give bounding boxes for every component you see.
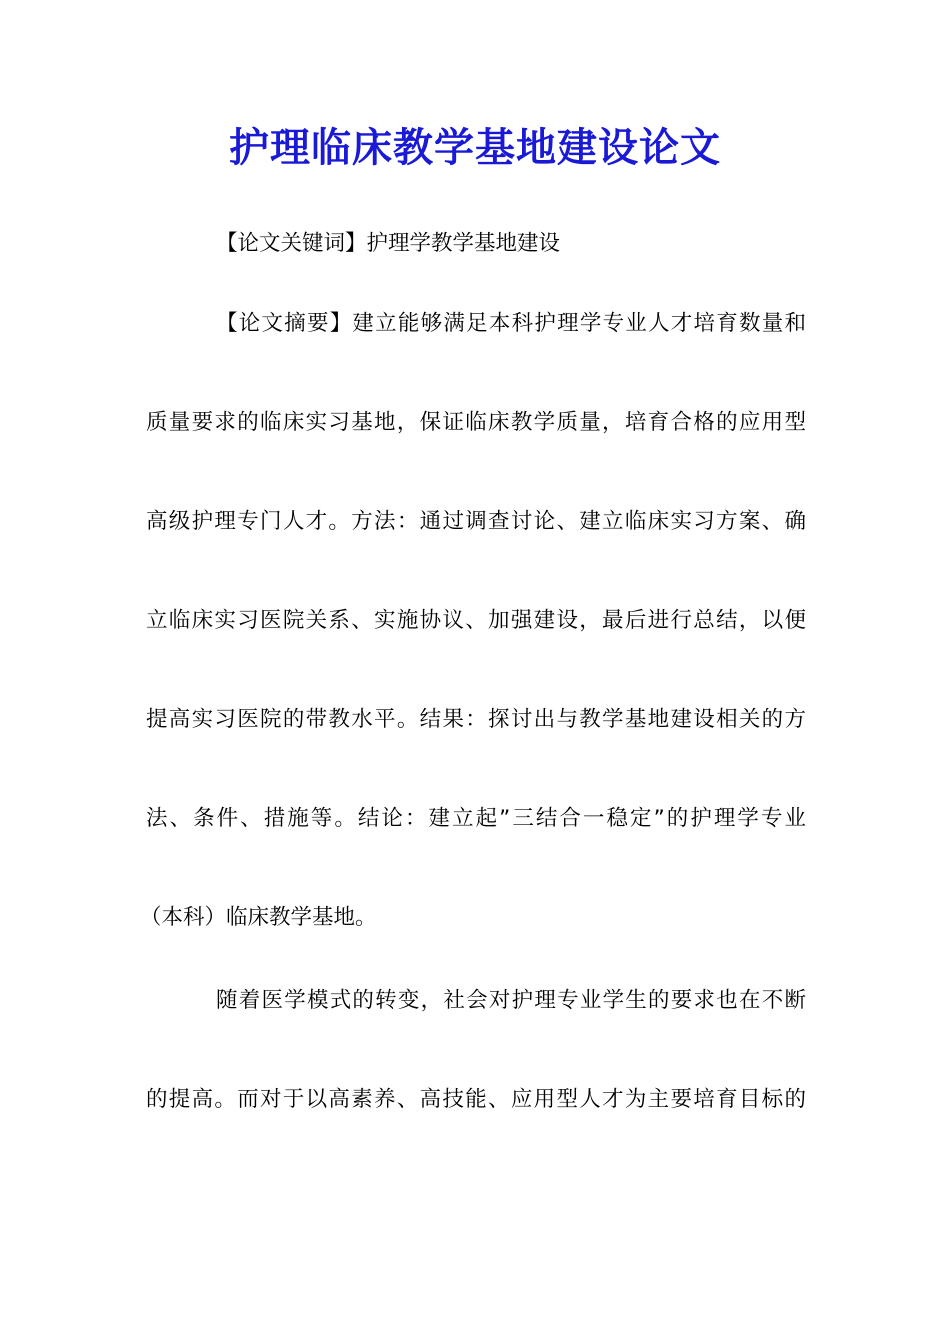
keywords-line: 【论文关键词】护理学教学基地建设 bbox=[216, 231, 561, 256]
page-title: 护理临床教学基地建设论文 bbox=[229, 124, 721, 171]
abstract-line: 立临床实习医院关系、实施协议、加强建设，最后进行总结，以便 bbox=[146, 608, 806, 633]
abstract-line: 高级护理专门人才。方法：通过调查讨论、建立临床实习方案、确 bbox=[146, 509, 806, 534]
body-line: 随着医学模式的转变，社会对护理专业学生的要求也在不断 bbox=[216, 988, 806, 1013]
abstract-line: 法、条件、措施等。结论：建立起”三结合一稳定”的护理学专业 bbox=[146, 806, 806, 831]
abstract-line: 提高实习医院的带教水平。结果：探讨出与教学基地建设相关的方 bbox=[146, 707, 806, 732]
abstract-line: 质量要求的临床实习基地，保证临床教学质量，培育合格的应用型 bbox=[146, 410, 806, 435]
body-line: 的提高。而对于以高素养、高技能、应用型人才为主要培育目标的 bbox=[146, 1087, 806, 1112]
abstract-line: （本科）临床教学基地。 bbox=[140, 905, 377, 930]
abstract-line: 【论文摘要】建立能够满足本科护理学专业人才培育数量和 bbox=[216, 311, 806, 336]
